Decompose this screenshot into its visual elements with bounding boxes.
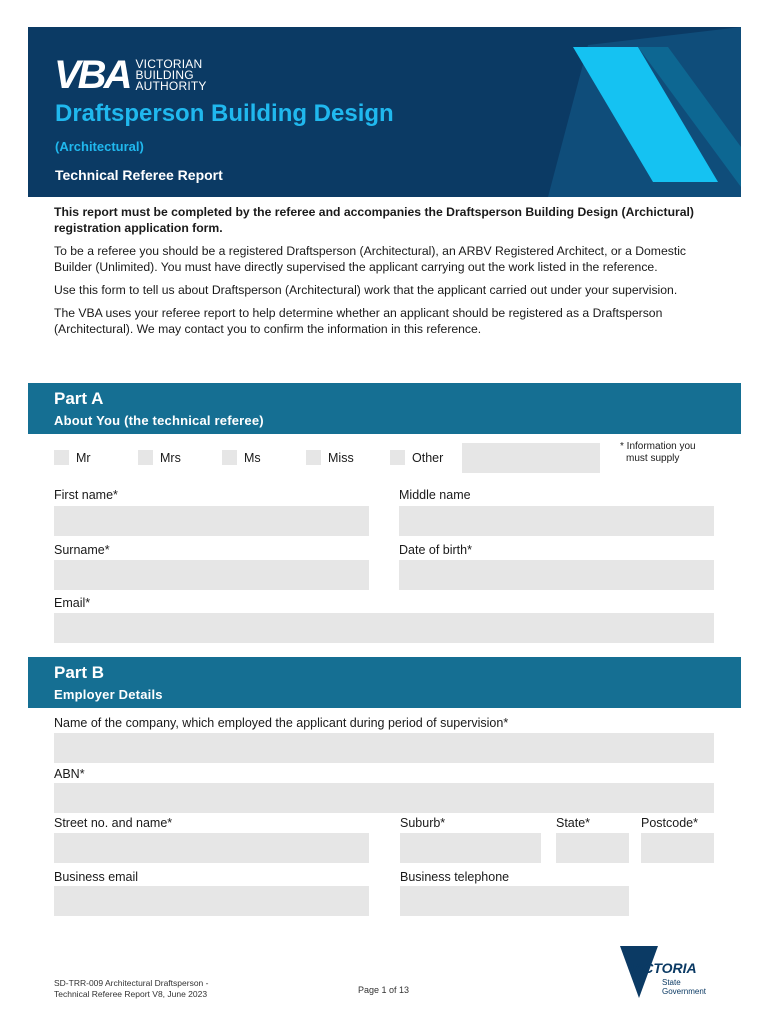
intro-paragraph: To be a referee you should be a registered Draftsperson (Architectural), an ARBV Registered Architect, or a Domestic Builder (Unlimited). You must have directly supervised the applicant carrying out the work listed in the reference.	[54, 244, 687, 274]
first-name-input[interactable]	[54, 506, 369, 536]
abn-label: ABN*	[54, 767, 85, 781]
intro-paragraph: The VBA uses your referee report to help determine whether an applicant should be registered as a Draftsperson (Architectural). We may contact you to confirm the information in this reference.	[54, 306, 663, 336]
intro-text	[54, 204, 714, 344]
suburb-input[interactable]	[400, 833, 541, 863]
other-checkbox[interactable]	[390, 450, 405, 465]
victoria-logo-sub: State	[662, 978, 681, 987]
page-number: Page 1 of 13	[358, 985, 410, 995]
part-a-title: Part A	[54, 389, 104, 408]
business-telephone-input[interactable]	[400, 886, 629, 916]
company-name-label: Name of the company, which employed the applicant during period of supervision*	[54, 716, 509, 730]
postcode-label: Postcode*	[641, 816, 698, 830]
state-label: State*	[556, 816, 591, 830]
title-option-label: Other	[412, 450, 444, 465]
part-b-subtitle: Employer Details	[54, 687, 163, 702]
intro-lead: This report must be completed by the referee and accompanies the Draftsperson Building Design (Archictural) registration application form.	[54, 205, 694, 235]
middle-name-input[interactable]	[399, 506, 714, 536]
miss-checkbox[interactable]	[306, 450, 321, 465]
middle-name-label: Middle name	[399, 488, 471, 502]
other-title-input[interactable]	[462, 443, 600, 473]
title-option-label: Miss	[328, 450, 354, 465]
part-b-header	[28, 657, 741, 708]
logo-line: VICTORIAN	[135, 56, 203, 71]
email-label: Email*	[54, 596, 91, 610]
header-banner	[28, 27, 741, 197]
dob-label: Date of birth*	[399, 543, 472, 557]
required-note-line: * Information you	[620, 441, 696, 452]
logo-line: BUILDING	[135, 67, 194, 82]
title-option-mr[interactable]	[54, 450, 91, 465]
part-a-subtitle: About You (the technical referee)	[54, 413, 264, 428]
title-option-miss[interactable]	[306, 450, 354, 465]
title-option-label: Mr	[76, 450, 91, 465]
business-email-input[interactable]	[54, 886, 369, 916]
suburb-label: Suburb*	[400, 816, 446, 830]
part-b-title: Part B	[54, 663, 105, 682]
title-option-ms[interactable]	[222, 450, 261, 465]
document-reference-line: Technical Referee Report V8, June 2023	[54, 989, 208, 999]
business-email-label: Business email	[54, 870, 139, 884]
logo-line: AUTHORITY	[135, 78, 207, 93]
victoria-logo-word: VICTORIA	[630, 960, 697, 976]
title-option-label: Ms	[244, 450, 261, 465]
victoria-logo-sub: Government	[662, 987, 707, 996]
part-a-header	[28, 383, 741, 434]
dob-input[interactable]	[399, 560, 714, 590]
email-input[interactable]	[54, 613, 714, 643]
required-note	[620, 441, 696, 465]
document-report-name: Technical Referee Report	[55, 167, 223, 183]
company-name-input[interactable]	[54, 733, 714, 763]
state-input[interactable]	[556, 833, 629, 863]
street-input[interactable]	[54, 833, 369, 863]
postcode-input[interactable]	[641, 833, 714, 863]
document-reference-line: SD-TRR-009 Architectural Draftsperson -	[54, 978, 209, 988]
mr-checkbox[interactable]	[54, 450, 69, 465]
document-subtitle: (Architectural)	[55, 139, 144, 154]
document-title: Draftsperson Building Design	[55, 100, 394, 127]
business-telephone-label: Business telephone	[400, 870, 510, 884]
vba-logo-mark: VBA	[54, 53, 130, 97]
title-option-other[interactable]	[390, 450, 443, 465]
surname-input[interactable]	[54, 560, 369, 590]
ms-checkbox[interactable]	[222, 450, 237, 465]
victoria-government-logo	[618, 944, 718, 1000]
street-label: Street no. and name*	[54, 816, 173, 830]
vba-logo	[54, 55, 207, 95]
first-name-label: First name*	[54, 488, 118, 502]
title-option-mrs[interactable]	[138, 450, 181, 465]
document-reference	[54, 978, 208, 1000]
vba-logo-words	[135, 56, 207, 93]
required-note-line: must supply	[626, 453, 680, 464]
surname-label: Surname*	[54, 543, 110, 557]
title-option-label: Mrs	[160, 450, 181, 465]
mrs-checkbox[interactable]	[138, 450, 153, 465]
intro-paragraph: Use this form to tell us about Draftsperson (Architectural) work that the applicant carried out under your supervision.	[54, 283, 678, 297]
abn-input[interactable]	[54, 783, 714, 813]
